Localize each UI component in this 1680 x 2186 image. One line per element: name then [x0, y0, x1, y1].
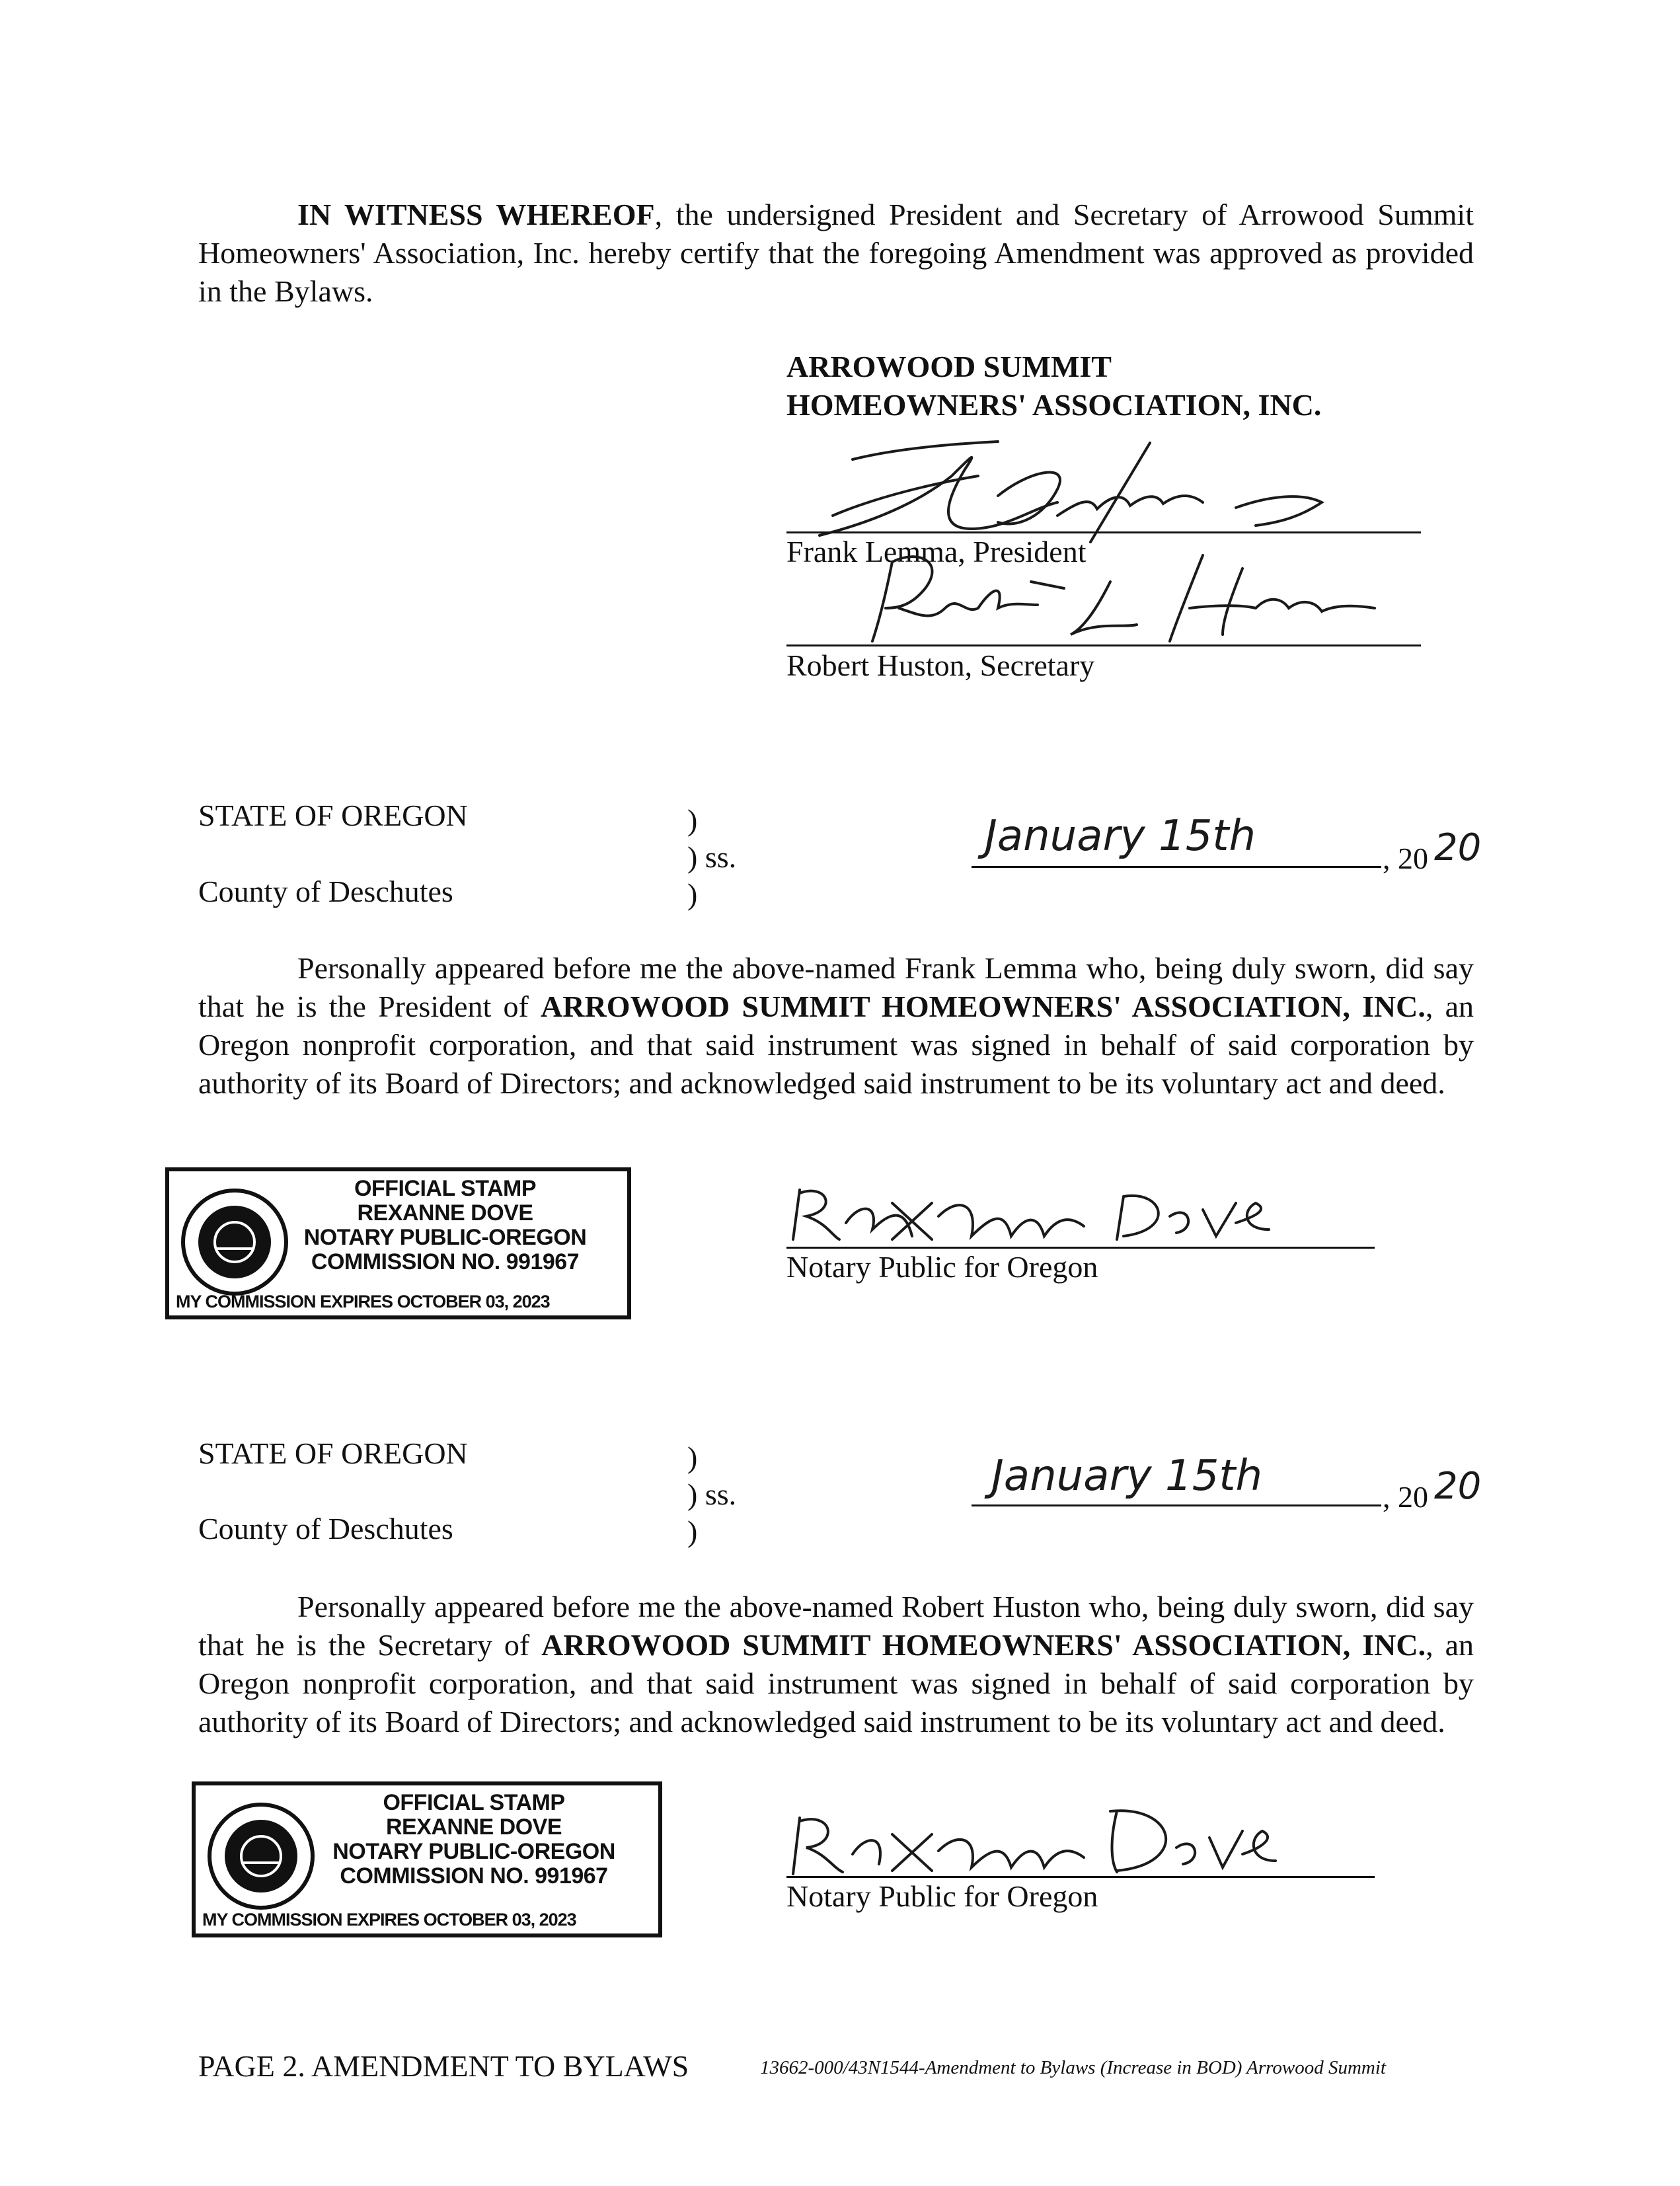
president-label: Frank Lemma, President [786, 535, 1087, 568]
notary1-paren-bottom: ) [687, 877, 698, 911]
notary1-paren-top: ) [687, 803, 698, 837]
notary1-label: Notary Public for Oregon [786, 1250, 1098, 1284]
notary1-para-end: , an Oregon nonprofit corporation, and that said instrument was signed in behalf of said corporation by authority of its Board of Directors; and acknowledged said instrument to be its voluntary act and deed. [198, 990, 1474, 1100]
notary2-paren-bottom: ) [687, 1514, 698, 1548]
notary2-para-bold: ARROWOOD SUMMIT HOMEOWNERS' ASSOCIATION, INC. [541, 1628, 1426, 1662]
association-name-line1: ARROWOOD SUMMIT [786, 350, 1112, 383]
notary2-para-start: Personally appeared before me the above-named Robert Huston who, being duly sworn, did say that he is the Secretary of [198, 1590, 1474, 1662]
association-name-line2: HOMEOWNERS' ASSOCIATION, INC. [786, 388, 1322, 422]
notary1-county: County of Deschutes [198, 875, 453, 908]
notary2-ss: ) ss. [687, 1477, 737, 1511]
witness-paragraph [198, 196, 1474, 311]
stamp-2-expires: MY COMMISSION EXPIRES OCTOBER 03, 2023 [202, 1910, 576, 1930]
notary2-year-handwritten: 20 [1434, 1465, 1482, 1508]
notary2-date-line [972, 1504, 1381, 1506]
stamp-2-line4: COMMISSION NO. 991967 [340, 1863, 608, 1889]
notary2-para-end: , an Oregon nonprofit corporation, and that said instrument was signed in behalf of said corporation by authority of its Board of Directors; and acknowledged said instrument to be its voluntary act and deed. [198, 1628, 1474, 1738]
stamp-2-line2: REXANNE DOVE [385, 1815, 562, 1840]
notary1-date-line [972, 866, 1381, 868]
notary1-state: STATE OF OREGON [198, 799, 468, 832]
notary2-date-handwritten: January 15th [991, 1452, 1263, 1501]
witness-lead: IN WITNESS WHEREOF [297, 198, 655, 231]
stamp-1-line3: NOTARY PUBLIC-OREGON [303, 1225, 587, 1250]
secretary-signature [846, 542, 1414, 648]
notary-stamp-1 [165, 1167, 631, 1319]
footer-page-label: PAGE 2. AMENDMENT TO BYLAWS [198, 2049, 689, 2083]
notary2-signature [780, 1798, 1282, 1884]
notary1-para-bold: ARROWOOD SUMMIT HOMEOWNERS' ASSOCIATION, INC. [541, 990, 1426, 1023]
stamp-2-line1: OFFICIAL STAMP [383, 1790, 565, 1815]
stamp-1-expires: MY COMMISSION EXPIRES OCTOBER 03, 2023 [176, 1292, 550, 1311]
notary1-date-handwritten: January 15th [985, 812, 1256, 861]
notary2-county: County of Deschutes [198, 1512, 453, 1545]
notary2-paragraph [198, 1588, 1474, 1741]
stamp-1-line2: REXANNE DOVE [357, 1200, 533, 1226]
witness-text: , the undersigned President and Secretary of Arrowood Summit Homeowners' Association, Inc. hereby certify that the foregoing Amendment was approved as provided in the Bylaws. [198, 198, 1474, 308]
notary2-label: Notary Public for Oregon [786, 1879, 1098, 1913]
notary-stamp-2 [192, 1781, 662, 1937]
notary2-year-prefix: , 20 [1383, 1480, 1428, 1514]
notary2-state: STATE OF OREGON [198, 1436, 468, 1470]
notary2-paren-top: ) [687, 1440, 698, 1474]
notary1-signature [780, 1177, 1282, 1249]
notary1-paragraph [198, 949, 1474, 1103]
notary1-year-handwritten: 20 [1434, 826, 1482, 869]
notary1-ss: ) ss. [687, 840, 737, 874]
stamp-2-text [295, 1791, 653, 1889]
notary1-para-start: Personally appeared before me the above-named Frank Lemma who, being duly sworn, did say that he is the President of [198, 951, 1474, 1023]
stamp-1-line4: COMMISSION NO. 991967 [311, 1249, 580, 1274]
secretary-label: Robert Huston, Secretary [786, 648, 1095, 682]
footer-doc-ref: 13662-000/43N1544-Amendment to Bylaws (Increase in BOD) Arrowood Summit [760, 2057, 1386, 2078]
notary1-year-prefix: , 20 [1383, 841, 1428, 875]
stamp-1-text [268, 1177, 622, 1274]
stamp-1-line1: OFFICIAL STAMP [354, 1176, 537, 1201]
stamp-2-line3: NOTARY PUBLIC-OREGON [332, 1839, 615, 1864]
